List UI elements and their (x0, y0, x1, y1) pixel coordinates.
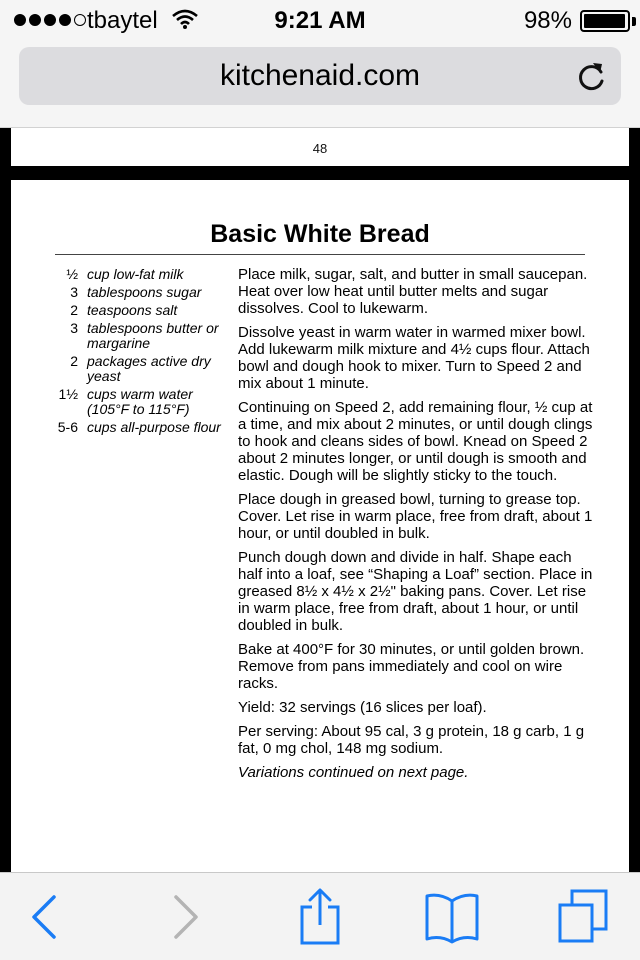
battery-icon (580, 10, 630, 32)
ingredient-name: tablespoons sugar (87, 284, 202, 300)
share-button[interactable] (298, 887, 342, 952)
ingredient-item (55, 354, 235, 384)
browser-header (0, 0, 640, 128)
pdf-page-previous (11, 128, 629, 166)
ingredient-name: cups warm water (105°F to 115°F) (87, 386, 193, 417)
chevron-right-icon (170, 887, 200, 947)
ingredient-name: cups all-purpose flour (87, 419, 221, 435)
ingredient-quantity: 2 (70, 353, 78, 369)
ingredient-quantity: ½ (66, 266, 78, 282)
status-bar (0, 0, 640, 40)
instruction-step: Bake at 400°F for 30 minutes, or until golden brown. Remove from pans immediately and cool on wire racks. (238, 641, 585, 692)
clock: 9:21 AM (274, 7, 366, 34)
yield-text: Yield: 32 servings (16 slices per loaf). (238, 699, 487, 716)
continuation-note: Variations continued on next page. (238, 764, 469, 781)
ingredient-name: cup low-fat milk (87, 266, 184, 282)
ingredient-name: packages active dry yeast (87, 353, 211, 384)
instruction-step: Dissolve yeast in warm water in warmed mixer bowl. Add lukewarm milk mixture and 4½ cups flour. Attach bowl and dough hook to mixer. Turn to Speed 2 and mix about 1 minute. (238, 324, 590, 392)
ingredient-quantity: 5-6 (57, 419, 78, 435)
ingredient-list (55, 267, 235, 438)
forward-button[interactable] (170, 887, 200, 952)
instruction-step: Punch dough down and divide in half. Shape each half into a loaf, see “Shaping a Loaf” section. Place in greased 8½ x 4½ x 2½" baking pans. Cover. Let rise in warm place, free from draft, about 1 hour, or until doubled in bulk. (238, 549, 593, 634)
ingredient-name: tablespoons butter or margarine (87, 320, 219, 351)
instruction-step: Place dough in greased bowl, turning to grease top. Cover. Let rise in warm place, free from draft, about 1 hour, or until doubled in bulk. (238, 491, 593, 542)
recipe-title: Basic White Bread (210, 220, 430, 248)
instruction-step: Place milk, sugar, salt, and butter in small saucepan. Heat over low heat until butter melts and sugar dissolves. Cool to lukewarm. (238, 266, 588, 317)
tabs-button[interactable] (556, 887, 612, 952)
ingredient-item (55, 321, 235, 351)
nutrition-text: Per serving: About 95 cal, 3 g protein, 18 g carb, 1 g fat, 0 mg chol, 148 mg sodium. (238, 723, 585, 757)
page-number: 48 (312, 141, 328, 156)
chevron-left-icon (28, 887, 58, 947)
ingredient-quantity: 3 (70, 320, 78, 336)
back-button[interactable] (28, 887, 58, 952)
carrier-name: tbaytel (87, 7, 158, 34)
ingredient-item (55, 303, 235, 318)
battery-percentage: 98% (523, 7, 572, 34)
title-divider (55, 254, 585, 255)
ingredient-item (55, 285, 235, 300)
pdf-page (11, 180, 629, 872)
ingredient-quantity: 2 (70, 302, 78, 318)
ingredient-name: teaspoons salt (87, 302, 178, 318)
ingredient-item (55, 387, 235, 417)
tabs-icon (556, 887, 612, 947)
ingredient-quantity: 3 (70, 284, 78, 300)
battery-level-fill (584, 14, 625, 28)
ingredient-item (55, 420, 235, 435)
battery-cap (632, 17, 636, 26)
address-bar[interactable] (19, 47, 621, 105)
url-text[interactable]: kitchenaid.com (219, 59, 421, 92)
ingredient-item (55, 267, 235, 282)
instruction-step: Continuing on Speed 2, add remaining flour, ½ cup at a time, and mix about 2 minutes, or until dough clings to hook and cleans sides of bowl. Knead on Speed 2 about 2 minutes longer, or until dough is smooth and elastic. Dough will be slightly sticky to the touch. (238, 399, 593, 484)
ingredient-quantity: 1½ (58, 386, 78, 402)
reload-icon[interactable] (577, 60, 607, 97)
share-icon (298, 887, 342, 947)
bookmarks-button[interactable] (424, 887, 480, 952)
browser-toolbar (0, 872, 640, 960)
book-icon (424, 887, 480, 947)
instruction-list (238, 266, 598, 788)
